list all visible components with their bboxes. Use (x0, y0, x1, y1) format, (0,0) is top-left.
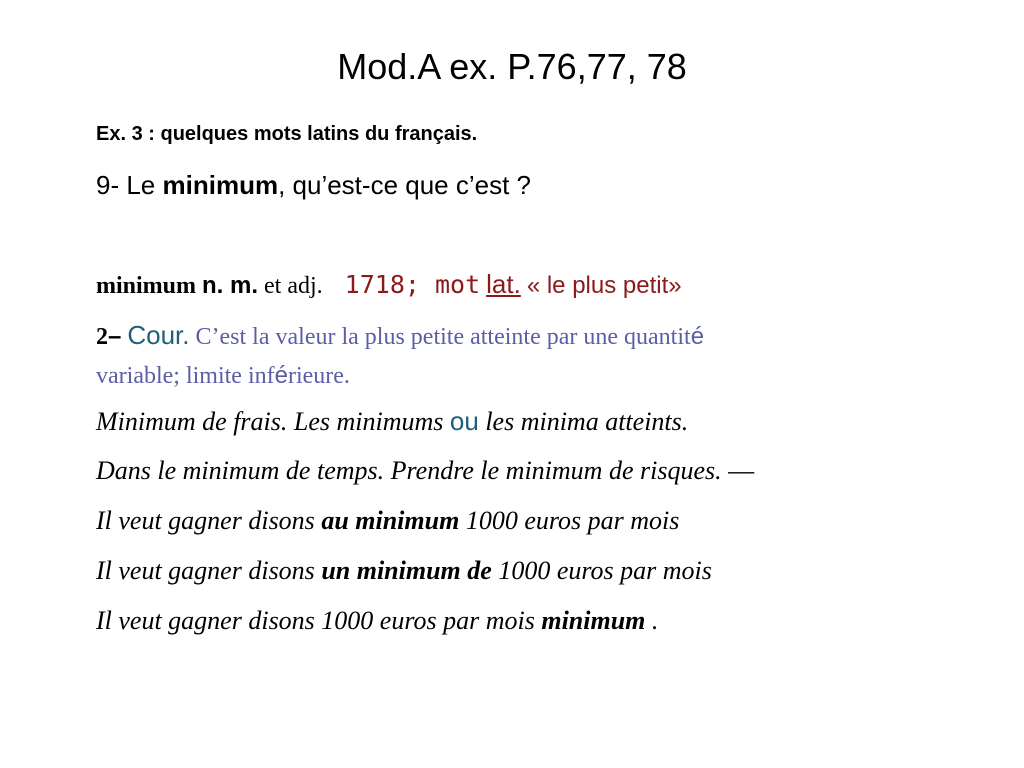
example-line-5 (96, 604, 658, 638)
example-4-bold: un minimum de (321, 556, 492, 585)
sense-text-2b: é (274, 362, 288, 389)
example-line-4 (96, 554, 712, 588)
example-5-bold: minimum (541, 606, 646, 635)
example-1b: les minima atteints. (485, 407, 689, 436)
example-2a: Dans le minimum de temps. Prendre le minimum de risques. (96, 456, 722, 485)
definition-line (96, 266, 682, 304)
usage-label: Cour. (127, 320, 190, 350)
example-2-dash: — (728, 456, 755, 485)
sense-line-2 (96, 360, 350, 392)
sense-number: 2 (96, 324, 108, 350)
example-3-bold: au minimum (321, 506, 460, 535)
slide-title: Mod.A ex. P.76,77, 78 (337, 46, 687, 87)
example-1-or: ou (449, 406, 479, 436)
part-of-speech: n. m. (202, 272, 259, 299)
question-suffix: , qu’est-ce que c’est ? (278, 170, 531, 200)
sense-text-1b: é (690, 323, 705, 350)
exercise-heading: Ex. 3 : quelques mots latins du français. (96, 123, 478, 145)
example-5a: Il veut gagner disons 1000 euros par mois (96, 606, 535, 635)
sense-text-1 (196, 324, 705, 350)
sense-text-2a: variable; limite inf (96, 363, 275, 389)
example-line-3 (96, 504, 679, 538)
sense-line-1 (96, 318, 704, 354)
part-of-speech-extra: et adj. (264, 273, 323, 299)
example-5b: . (651, 606, 659, 635)
etymology-date: 1718; mot (344, 270, 481, 299)
question-word: minimum (162, 170, 279, 200)
etymology-lang: lat. (486, 269, 521, 299)
headword: minimum (96, 273, 197, 299)
example-3a: Il veut gagner disons (96, 506, 315, 535)
example-1a: Minimum de frais. Les minimums (96, 407, 444, 436)
sense-dash: – (108, 323, 122, 350)
question-line (96, 168, 531, 202)
sense-text-2c: rieure. (287, 363, 350, 389)
etymology-gloss: « le plus petit» (526, 272, 682, 299)
sense-text-1a: C’est la valeur la plus petite atteinte par une quantit (195, 324, 691, 350)
example-3b: 1000 euros par mois (465, 506, 680, 535)
example-line-1 (96, 404, 688, 439)
example-line-2 (96, 454, 754, 488)
example-4a: Il veut gagner disons (96, 556, 315, 585)
example-4b: 1000 euros par mois (498, 556, 712, 585)
question-prefix: 9- Le (96, 170, 163, 200)
